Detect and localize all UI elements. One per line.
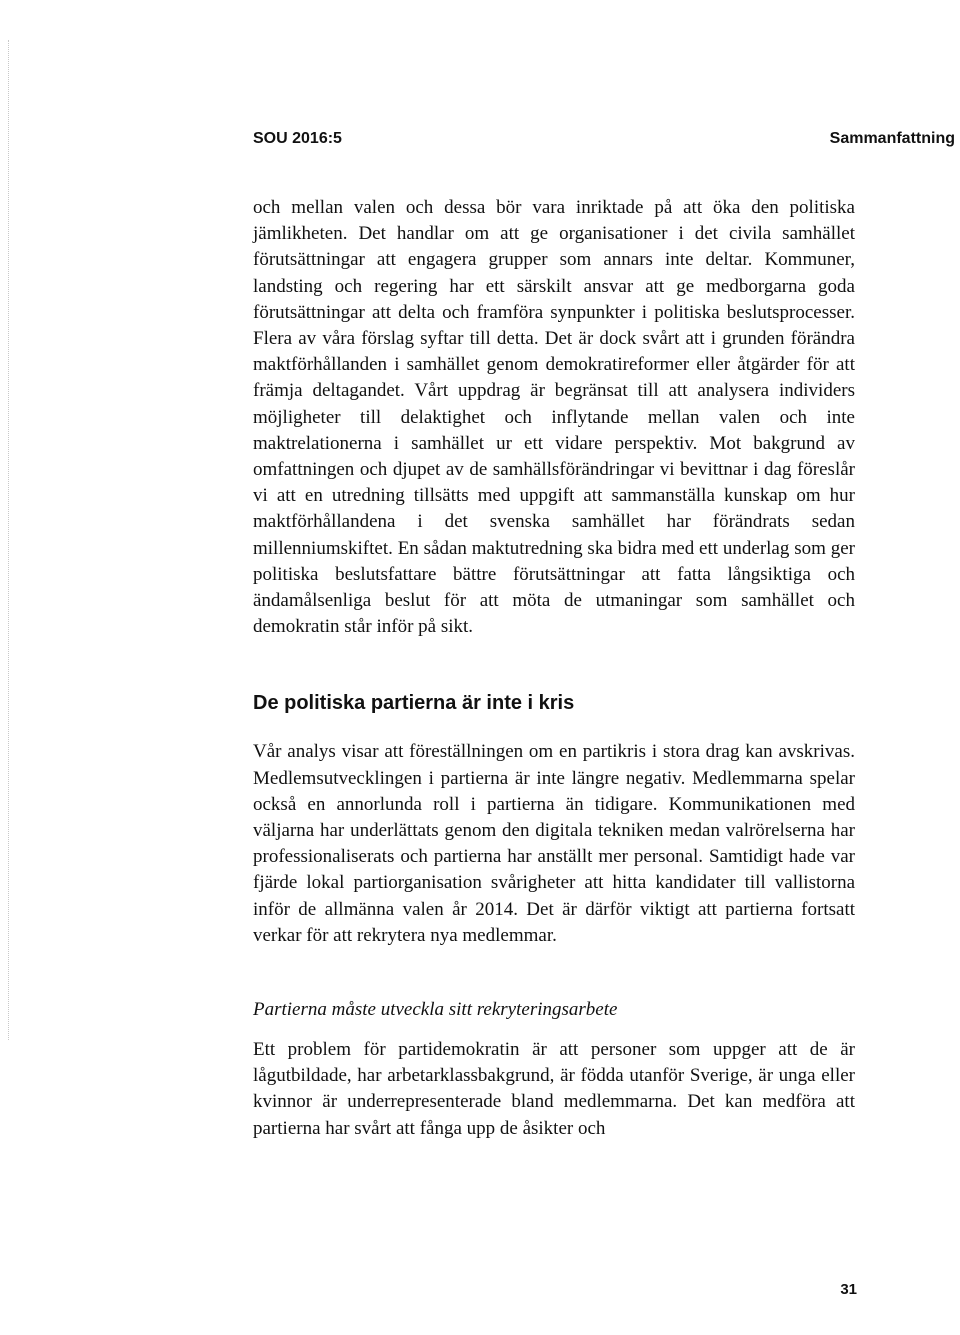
header-section-title: Sammanfattning xyxy=(829,130,955,147)
scan-margin-artifact xyxy=(8,40,10,1040)
header-report-id: SOU 2016:5 xyxy=(253,130,342,147)
page-number: 31 xyxy=(840,1281,857,1298)
body-paragraph-intro: och mellan valen och dessa bör vara inriktade på att öka den politiska jämlikheten. Det handlar om att ge organisationer i det civila samhället förutsättningar att engagera grupper som annars inte deltar. Kommuner, landsting och regering har ett särskilt ansvar att ge medborgarna goda förutsättningar att delta och framföra synpunkter i politiska beslutsprocesser. Flera av våra förslag syftar till detta. Det är dock svårt att i grunden förändra maktförhållanden i samhället genom demokratireformer eller åtgärder för att främja deltagandet. Vårt uppdrag är begränsat till att analysera individers möjligheter till delaktighet och inflytande mellan valen och inte maktrelationerna i samhället ur ett vidare perspektiv. Mot bakgrund av omfattningen och djupet av de samhällsförändringar vi bevittnar i dag föreslår vi att en utredning tillsätts med uppgift att sammanställa kunskap om hur maktförhållandena i det svenska samhället har förändrats sedan millenniumskiftet. En sådan maktutredning ska bidra med ett underlag som ger politiska beslutsfattare bättre förutsättningar att fatta långsiktiga och ändamålsenliga beslut för att möta de utmaningar som samhället och demokratin står inför på sikt. xyxy=(253,197,855,638)
section-heading: De politiska partierna är inte i kris xyxy=(253,692,575,715)
section-paragraph: Vår analys visar att föreställningen om en partikris i stora drag kan avskrivas. Medlemsutvecklingen i partierna är inte längre negativ. Medlemmarna spelar också en annorlunda roll i partierna än tidigare. Kommunikationen med väljarna har underlättats genom den digitala tekniken medan valrörelserna har professionaliserats och partierna har anställt mer personal. Samtidigt hade var fjärde lokal partiorganisation svårigheter att hitta kandidater till vallistorna inför de allmänna valen år 2014. Det är därför viktigt att partierna fortsatt verkar för att rekrytera nya medlemmar. xyxy=(253,741,855,946)
subsection-heading: Partierna måste utveckla sitt rekryteringsarbete xyxy=(253,999,618,1021)
page-body xyxy=(253,195,855,1142)
subsection-paragraph: Ett problem för partidemokratin är att personer som uppger att de är lågutbildade, har arbetarklassbakgrund, är födda utanför Sverige, är unga eller kvinnor är underrepresenterade bland medlemmarna. Det kan medföra att partierna har svårt att fånga upp de åsikter och xyxy=(253,1039,855,1139)
